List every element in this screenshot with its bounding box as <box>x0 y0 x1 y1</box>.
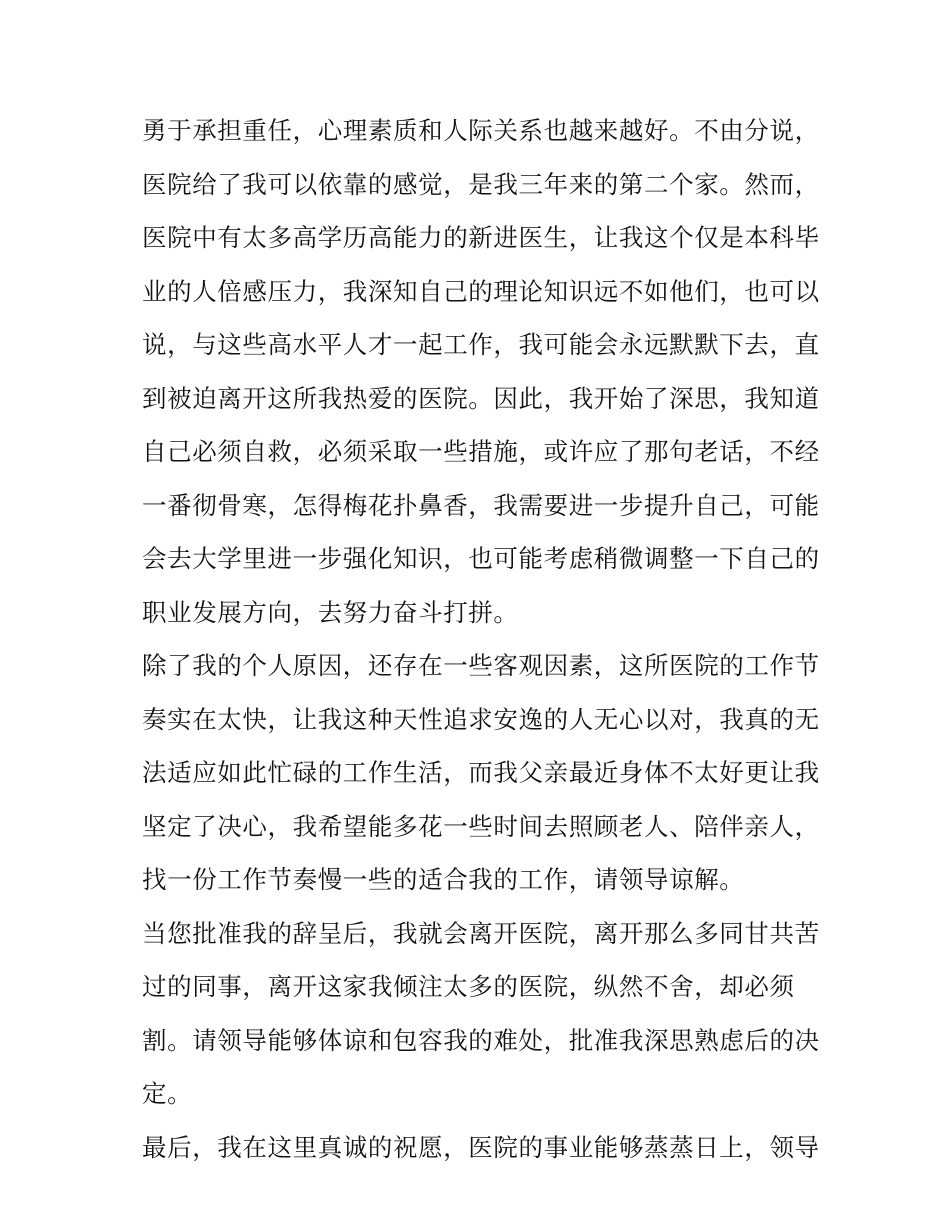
text-line: 自己必须自救，必须采取一些措施，或许应了那句老话，不经 <box>142 437 820 466</box>
text-line: 业的人倍感压力，我深知自己的理论知识远不如他们，也可以 <box>142 276 820 306</box>
text-line: 坚定了决心，我希望能多花一些时间去照顾老人、陪伴亲人， <box>142 811 820 841</box>
text-line: 当您批准我的辞呈后，我就会离开医院，离开那么多同甘共苦 <box>142 918 820 948</box>
text-line: 勇于承担重任，心理素质和人际关系也越来越好。不由分说， <box>142 116 820 145</box>
text-line: 过的同事，离开这家我倾注太多的医院，纵然不舍，却必须 <box>142 972 795 1001</box>
text-line: 法适应如此忙碌的工作生活，而我父亲最近身体不太好更让我 <box>142 758 820 787</box>
text-line: 割。请领导能够体谅和包容我的难处，批准我深思熟虑后的决 <box>142 1025 820 1055</box>
text-line: 一番彻骨寒，怎得梅花扑鼻香，我需要进一步提升自己，可能 <box>142 490 820 520</box>
text-line: 说，与这些高水平人才一起工作，我可能会永远默默下去，直 <box>142 330 820 359</box>
text-line: 医院给了我可以依靠的感觉，是我三年来的第二个家。然而， <box>142 169 820 199</box>
text-line: 会去大学里进一步强化知识，也可能考虑稍微调整一下自己的 <box>142 544 820 573</box>
text-line: 到被迫离开这所我热爱的医院。因此，我开始了深思，我知道 <box>142 383 820 413</box>
text-line: 找一份工作节奏慢一些的适合我的工作，请领导谅解。 <box>142 865 745 894</box>
text-line: 职业发展方向，去努力奋斗打拼。 <box>142 597 519 627</box>
text-line: 除了我的个人原因，还存在一些客观因素，这所医院的工作节 <box>142 651 820 680</box>
text-line: 医院中有太多高学历高能力的新进医生，让我这个仅是本科毕 <box>142 223 820 252</box>
text-line: 定。 <box>142 1079 193 1108</box>
document-body <box>142 104 822 1174</box>
text-line: 最后，我在这里真诚的祝愿，医院的事业能够蒸蒸日上，领导 <box>142 1132 820 1162</box>
text-line: 奏实在太快，让我这种天性追求安逸的人无心以对，我真的无 <box>142 704 820 734</box>
